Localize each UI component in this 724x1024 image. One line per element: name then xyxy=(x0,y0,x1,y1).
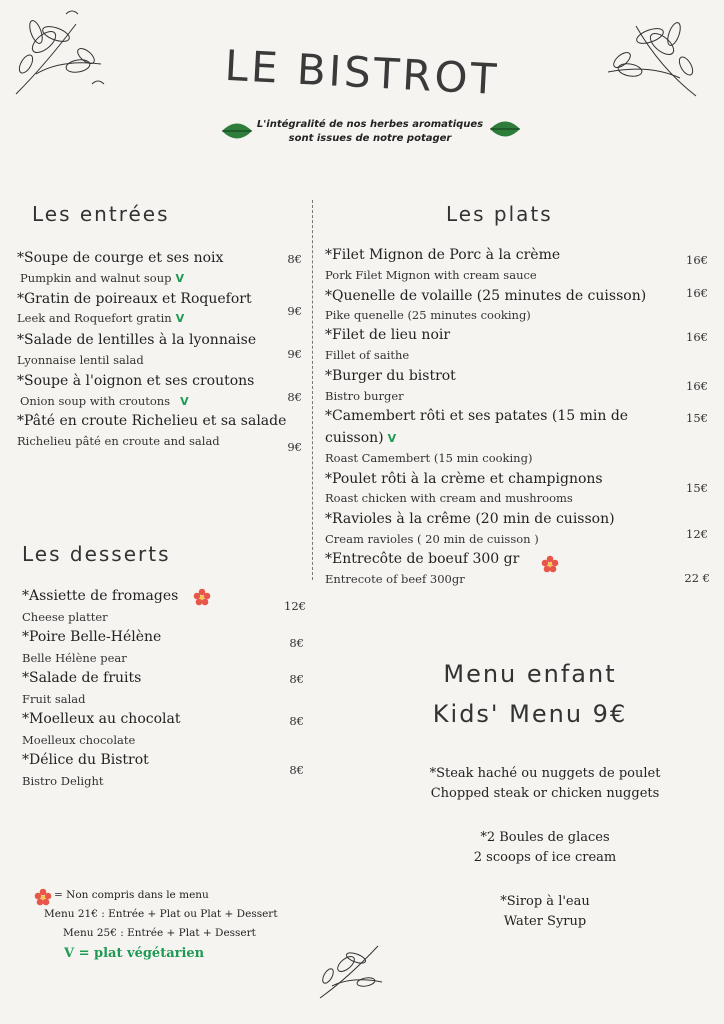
plat-item-price: 16€ xyxy=(686,330,708,344)
plat-item-price: 15€ xyxy=(686,481,708,495)
entree-item-name: *Pâté en croute Richelieu et sa salade xyxy=(17,413,287,429)
entree-item-en: Pumpkin and walnut soup V xyxy=(20,271,184,285)
dessert-item-en: Cheese platter xyxy=(22,610,108,624)
dessert-item-en: Bistro Delight xyxy=(22,774,104,788)
desserts-heading: Les desserts xyxy=(22,542,171,566)
entrees-heading: Les entrées xyxy=(32,202,170,226)
restaurant-title: LE BISTROT xyxy=(223,40,501,105)
plat-item-price: 12€ xyxy=(686,527,708,541)
plat-item-name: *Ravioles à la crême (20 min de cuisson) xyxy=(325,511,615,527)
plats-heading: Les plats xyxy=(446,202,553,226)
dessert-item-name: *Poire Belle-Hélène xyxy=(22,629,162,645)
kids-item: *Sirop à l'eau Water Syrup xyxy=(500,894,590,929)
vegetarian-badge: V xyxy=(175,272,184,285)
plat-item-name: *Burger du bistrot xyxy=(325,368,456,384)
flower-icon xyxy=(541,555,559,573)
floral-illustration-bottom xyxy=(312,938,386,1004)
entree-item-price: 9€ xyxy=(287,304,302,318)
column-divider xyxy=(312,200,313,580)
entree-item-name: *Gratin de poireaux et Roquefort xyxy=(17,291,252,307)
entree-item-name: *Soupe à l'oignon et ses croutons xyxy=(17,373,255,389)
entree-item-price: 9€ xyxy=(287,440,302,454)
dessert-item-price: 8€ xyxy=(289,714,304,728)
menu-21-note: Menu 21€ : Entrée + Plat ou Plat + Dessert xyxy=(44,908,278,920)
plat-item-name: *Filet Mignon de Porc à la crème xyxy=(325,247,561,263)
dessert-item-name: *Salade de fruits xyxy=(22,670,142,686)
plat-item-en: Bistro burger xyxy=(325,389,404,403)
entree-item-en: Leek and Roquefort gratin V xyxy=(17,311,185,325)
dessert-item-en: Fruit salad xyxy=(22,692,86,706)
dessert-item-en: Belle Hélène pear xyxy=(22,651,127,665)
plat-item-name: *Camembert rôti et ses patates (15 min de xyxy=(325,408,629,424)
vegetarian-legend: V = plat végétarien xyxy=(64,946,205,961)
entree-item-price: 9€ xyxy=(287,347,302,361)
plat-item-price: 22 € xyxy=(684,571,710,585)
plat-item-en: Cream ravioles ( 20 min de cuisson ) xyxy=(325,532,539,546)
plat-item-name: *Filet de lieu noir xyxy=(325,327,451,343)
entree-item-name: *Salade de lentilles à la lyonnaise xyxy=(17,332,257,348)
dessert-item-name: *Délice du Bistrot xyxy=(22,752,149,768)
vegetarian-badge: V xyxy=(180,395,189,408)
flower-icon xyxy=(193,588,211,606)
plat-item-en: Entrecote of beef 300gr xyxy=(325,572,465,586)
plat-item-price: 16€ xyxy=(686,253,708,267)
plat-item-price: 16€ xyxy=(686,379,708,393)
vegetarian-badge: V xyxy=(387,432,397,445)
dessert-item-name: *Moelleux au chocolat xyxy=(22,711,181,727)
plat-item-en: Roast Camembert (15 min cooking) xyxy=(325,451,533,465)
plat-item-name: *Entrecôte de boeuf 300 gr xyxy=(325,551,520,567)
not-included-note: = Non compris dans le menu xyxy=(54,889,209,901)
entree-item-en: Lyonnaise lentil salad xyxy=(17,353,144,367)
plat-item-en: Fillet of saithe xyxy=(325,348,410,362)
entree-item-price: 8€ xyxy=(287,252,302,266)
flower-icon xyxy=(34,888,52,906)
tagline: L'intégralité de nos herbes aromatiques sont issues de notre potager xyxy=(256,119,484,144)
entree-item-en: Onion soup with croutons V xyxy=(20,394,189,408)
plat-item-price: 16€ xyxy=(686,286,708,300)
dessert-item-en: Moelleux chocolate xyxy=(22,733,136,747)
dessert-item-price: 8€ xyxy=(289,672,304,686)
entree-item-en: Richelieu pâté en croute and salad xyxy=(17,434,220,448)
plat-item-name: *Quenelle de volaille (25 minutes de cuisson) xyxy=(325,288,647,304)
plat-item-en: Pike quenelle (25 minutes cooking) xyxy=(325,308,531,322)
plat-item-en: Pork Filet Mignon with cream sauce xyxy=(325,268,537,282)
kids-menu-heading-en: Kids' Menu 9€ xyxy=(432,700,628,728)
entree-item-name: *Soupe de courge et ses noix xyxy=(17,250,224,266)
dessert-item-price: 12€ xyxy=(284,599,306,613)
plat-item-name: *Poulet rôti à la crème et champignons xyxy=(325,471,603,487)
dessert-item-name: *Assiette de fromages xyxy=(22,588,179,604)
kids-menu-heading-fr: Menu enfant xyxy=(443,660,617,688)
plat-item-en: Roast chicken with cream and mushrooms xyxy=(325,491,573,505)
leaf-icon-right xyxy=(488,118,522,140)
plat-item-name-cont: cuisson) V xyxy=(325,430,397,446)
kids-item: *2 Boules de glaces 2 scoops of ice cream xyxy=(473,830,617,865)
kids-item: *Steak haché ou nuggets de poulet Chopped steak or chicken nuggets xyxy=(429,766,661,801)
dessert-item-price: 8€ xyxy=(289,763,304,777)
vegetarian-badge: V xyxy=(175,312,185,325)
menu-25-note: Menu 25€ : Entrée + Plat + Dessert xyxy=(63,927,256,939)
entree-item-price: 8€ xyxy=(287,390,302,404)
plat-item-price: 15€ xyxy=(686,411,708,425)
dessert-item-price: 8€ xyxy=(289,636,304,650)
